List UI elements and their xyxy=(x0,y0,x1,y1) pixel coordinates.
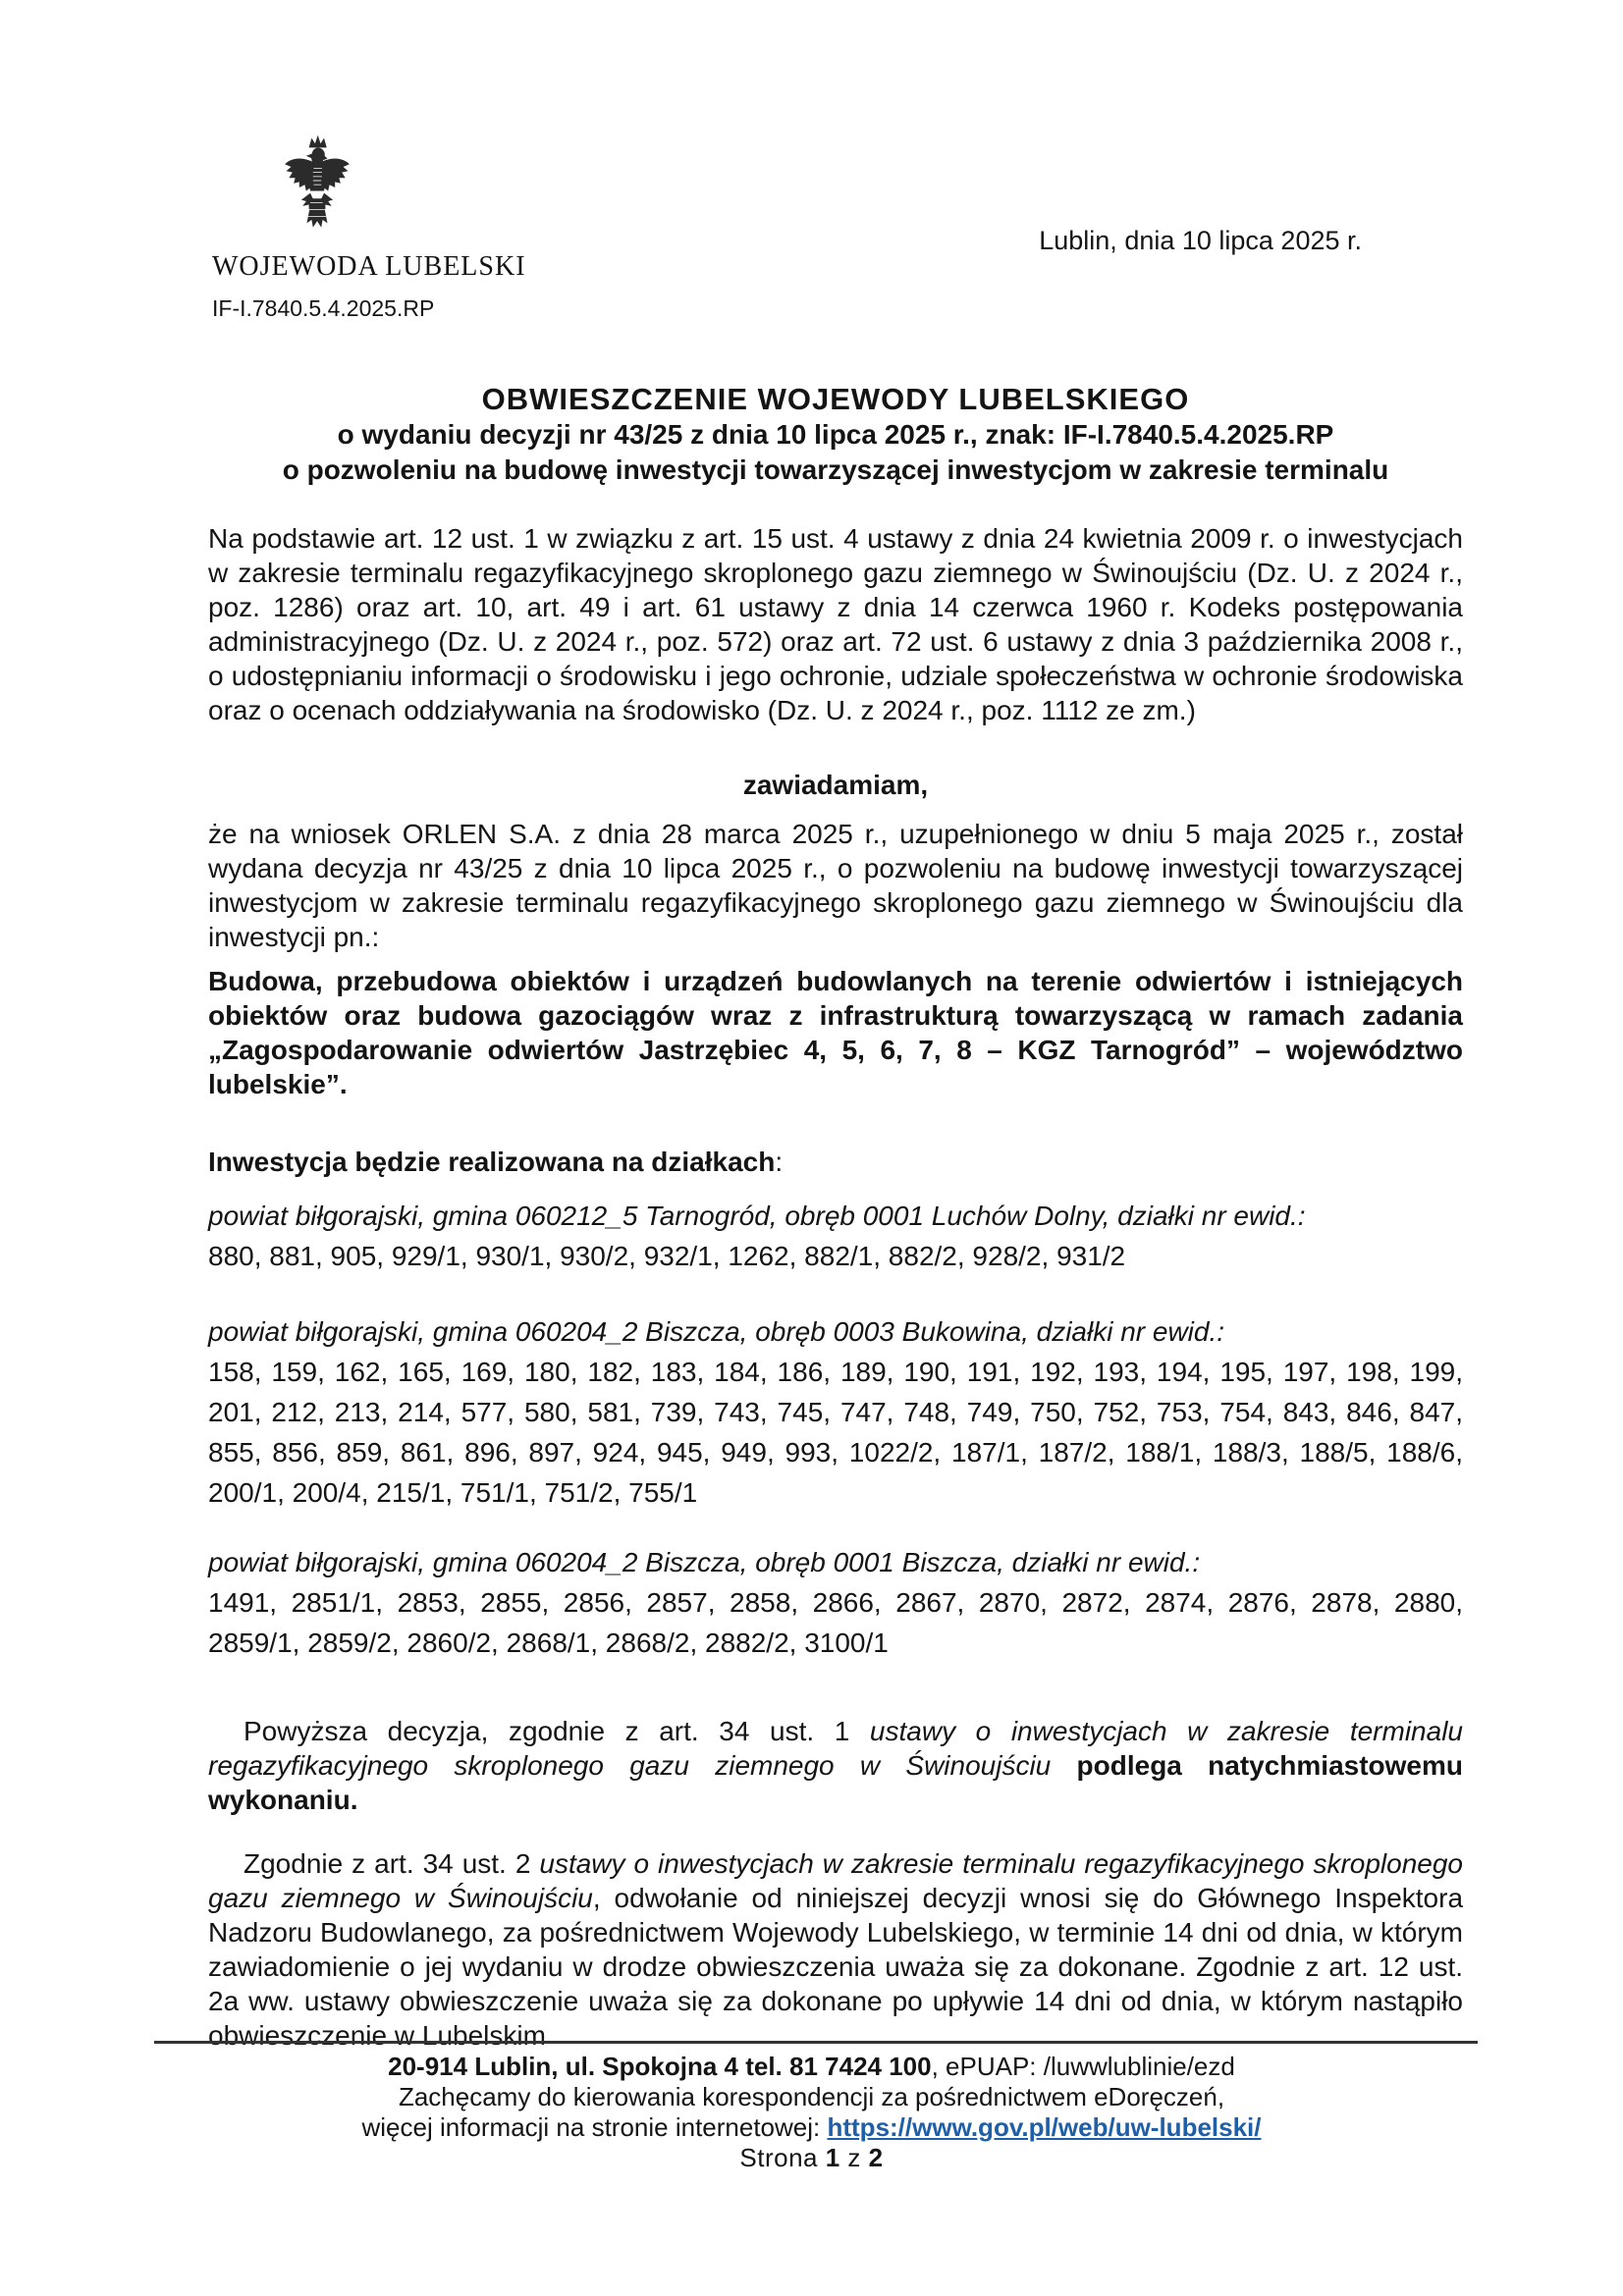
footer-website-line xyxy=(0,2112,1623,2143)
plot-group-location: powiat biłgorajski, gmina 060204_2 Biszcza, obręb 0001 Biszcza, działki nr ewid.: xyxy=(208,1547,1201,1577)
execution-text: Powyższa decyzja, zgodnie z art. 34 ust. 1 xyxy=(243,1716,870,1746)
notice-title-block xyxy=(208,382,1463,488)
footer-epuap: , ePUAP: /luwwlublinie/ezd xyxy=(931,2052,1235,2081)
plot-group-biszcza xyxy=(208,1542,1463,1663)
case-number: IF-I.7840.5.4.2025.RP xyxy=(212,295,435,321)
project-name-paragraph: Budowa, przebudowa obiektów i urządzeń budowlanych na terenie odwiertów i istniejących obiektów oraz budowa gazociągów wraz z infrastrukturą towarzyszącą w ramach zadania „Zagospodarowanie odwiertów Jastrzębiec 4, 5, 6, 7, 8 – KGZ Tarnogród” – województwo lubelskie”. xyxy=(208,966,1463,1099)
footer-website-prefix: więcej informacji na stronie internetowej: xyxy=(361,2112,828,2142)
footer-website-link[interactable]: https://www.gov.pl/web/uw-lubelski/ xyxy=(827,2112,1262,2142)
page-label: Strona xyxy=(739,2143,826,2172)
footer-edoreczenia-line: Zachęcamy do kierowania korespondencji za pośrednictwem eDoręczeń, xyxy=(398,2082,1225,2111)
execution-paragraph xyxy=(208,1714,1463,1817)
page-current: 1 xyxy=(825,2143,840,2172)
appeal-act-title: ustawy o inwestycjach w zakresie terminalu regazyfikacyjnego skroplonego gazu ziemnego w Świnoujściu xyxy=(208,1848,1463,1913)
date-line: Lublin, dnia 10 lipca 2025 r. xyxy=(1039,226,1362,255)
footer-address-line xyxy=(0,2052,1623,2082)
plot-group-numbers: 880, 881, 905, 929/1, 930/1, 930/2, 932/1, 1262, 882/1, 882/2, 928/2, 931/2 xyxy=(208,1241,1126,1271)
issuer-name: WOJEWODA LUBELSKI xyxy=(212,251,526,282)
plots-heading-text: Inwestycja będzie realizowana na działkach xyxy=(208,1147,776,1177)
polish-eagle-emblem-icon xyxy=(283,132,352,243)
footer xyxy=(0,2052,1623,2173)
notice-title-line1: OBWIESZCZENIE WOJEWODY LUBELSKIEGO xyxy=(481,382,1190,416)
page-of: z xyxy=(839,2143,869,2172)
notice-word: zawiadamiam, xyxy=(742,770,929,800)
page-total: 2 xyxy=(868,2143,884,2172)
execution-act-title: ustawy o inwestycjach w zakresie terminalu regazyfikacyjnego skroplonego gazu ziemnego w Świnoujściu xyxy=(208,1716,1463,1781)
page-indicator xyxy=(0,2143,1623,2173)
plots-heading xyxy=(208,1147,1463,1178)
appeal-text-rest: , odwołanie od niniejszej decyzji wnosi się do Głównego Inspektora Nadzoru Budowlanego, za pośrednictwem Wojewody Lubelskiego, w terminie 14 dni od dnia, w którym zawiadomienie o jej wydaniu w drodze obwieszczenia uważa się za dokonane. Zgodnie z art. 12 ust. 2a ww. ustawy obwieszczenie uważa się za dokonane po upływie 14 dni od dnia, w którym nastąpiło obwieszczenie w Lubelskim xyxy=(208,1883,1464,2051)
legal-basis-paragraph: Na podstawie art. 12 ust. 1 w związku z art. 15 ust. 4 ustawy z dnia 24 kwietnia 2009 r. o inwestycjach w zakresie terminalu regazyfikacyjnego skroplonego gazu ziemnego w Świnoujściu (Dz. U. z 2024 r., poz. 1286) oraz art. 10, art. 49 i art. 61 ustawy z dnia 14 czerwca 1960 r. Kodeks postępowania administracyjnego (Dz. U. z 2024 r., poz. 572) oraz art. 72 ust. 6 ustawy z dnia 3 października 2008 r., o udostępnianiu informacji o środowisku i jego ochronie, udziale społeczeństwa w ochronie środowiska oraz o ocenach oddziaływania na środowisko (Dz. U. z 2024 r., poz. 1112 ze zm.) xyxy=(208,523,1463,725)
footer-address: 20-914 Lublin, ul. Spokojna 4 tel. 81 7424 100 xyxy=(388,2052,932,2081)
plot-group-tarnogrod xyxy=(208,1196,1463,1276)
plot-group-location: powiat biłgorajski, gmina 060204_2 Biszcza, obręb 0003 Bukowina, działki nr ewid.: xyxy=(208,1316,1225,1347)
footer-divider xyxy=(154,2041,1478,2044)
notice-title-line2: o wydaniu decyzji nr 43/25 z dnia 10 lipca 2025 r., znak: IF-I.7840.5.4.2025.RP xyxy=(337,419,1334,450)
plot-group-bukowina xyxy=(208,1311,1463,1513)
appeal-text-start: Zgodnie z art. 34 ust. 2 xyxy=(243,1848,540,1879)
plot-group-numbers: 1491, 2851/1, 2853, 2855, 2856, 2857, 2858, 2866, 2867, 2870, 2872, 2874, 2876, 2878, 2880, 2859/1, 2859/2, 2860/2, 2868/1, 2868/2, 2882/2, 3100/1 xyxy=(208,1587,1463,1658)
notice-title-line3: o pozwoleniu na budowę inwestycji towarzyszącej inwestycjom w zakresie terminalu xyxy=(282,454,1389,485)
notice-paragraph: że na wniosek ORLEN S.A. z dnia 28 marca 2025 r., uzupełnionego w dniu 5 maja 2025 r., został wydana decyzja nr 43/25 z dnia 10 lipca 2025 r., o pozwoleniu na budowę inwestycji towarzyszącej inwestycjom w zakresie terminalu regazyfikacyjnego skroplonego gazu ziemnego w Świnoujściu dla inwestycji pn.: xyxy=(208,819,1463,952)
appeal-paragraph xyxy=(208,1846,1463,2053)
plot-group-numbers: 158, 159, 162, 165, 169, 180, 182, 183, 184, 186, 189, 190, 191, 192, 193, 194, 195, 197, 198, 199, 201, 212, 213, 214, 577, 580, 581, 739, 743, 745, 747, 748, 749, 750, 752, 753, 754, 843, 846, 847, 855, 856, 859, 861, 896, 897, 924, 945, 949, 993, 1022/2, 187/1, 187/2, 188/1, 188/3, 188/5, 188/6, 200/1, 200/4, 215/1, 751/1, 751/2, 755/1 xyxy=(208,1357,1463,1508)
execution-bold-text: podlega natychmiastowemu wykonaniu. xyxy=(208,1750,1463,1815)
plots-heading-colon: : xyxy=(775,1147,784,1177)
plot-group-location: powiat biłgorajski, gmina 060212_5 Tarnogród, obręb 0001 Luchów Dolny, działki nr ewid.: xyxy=(208,1201,1306,1231)
